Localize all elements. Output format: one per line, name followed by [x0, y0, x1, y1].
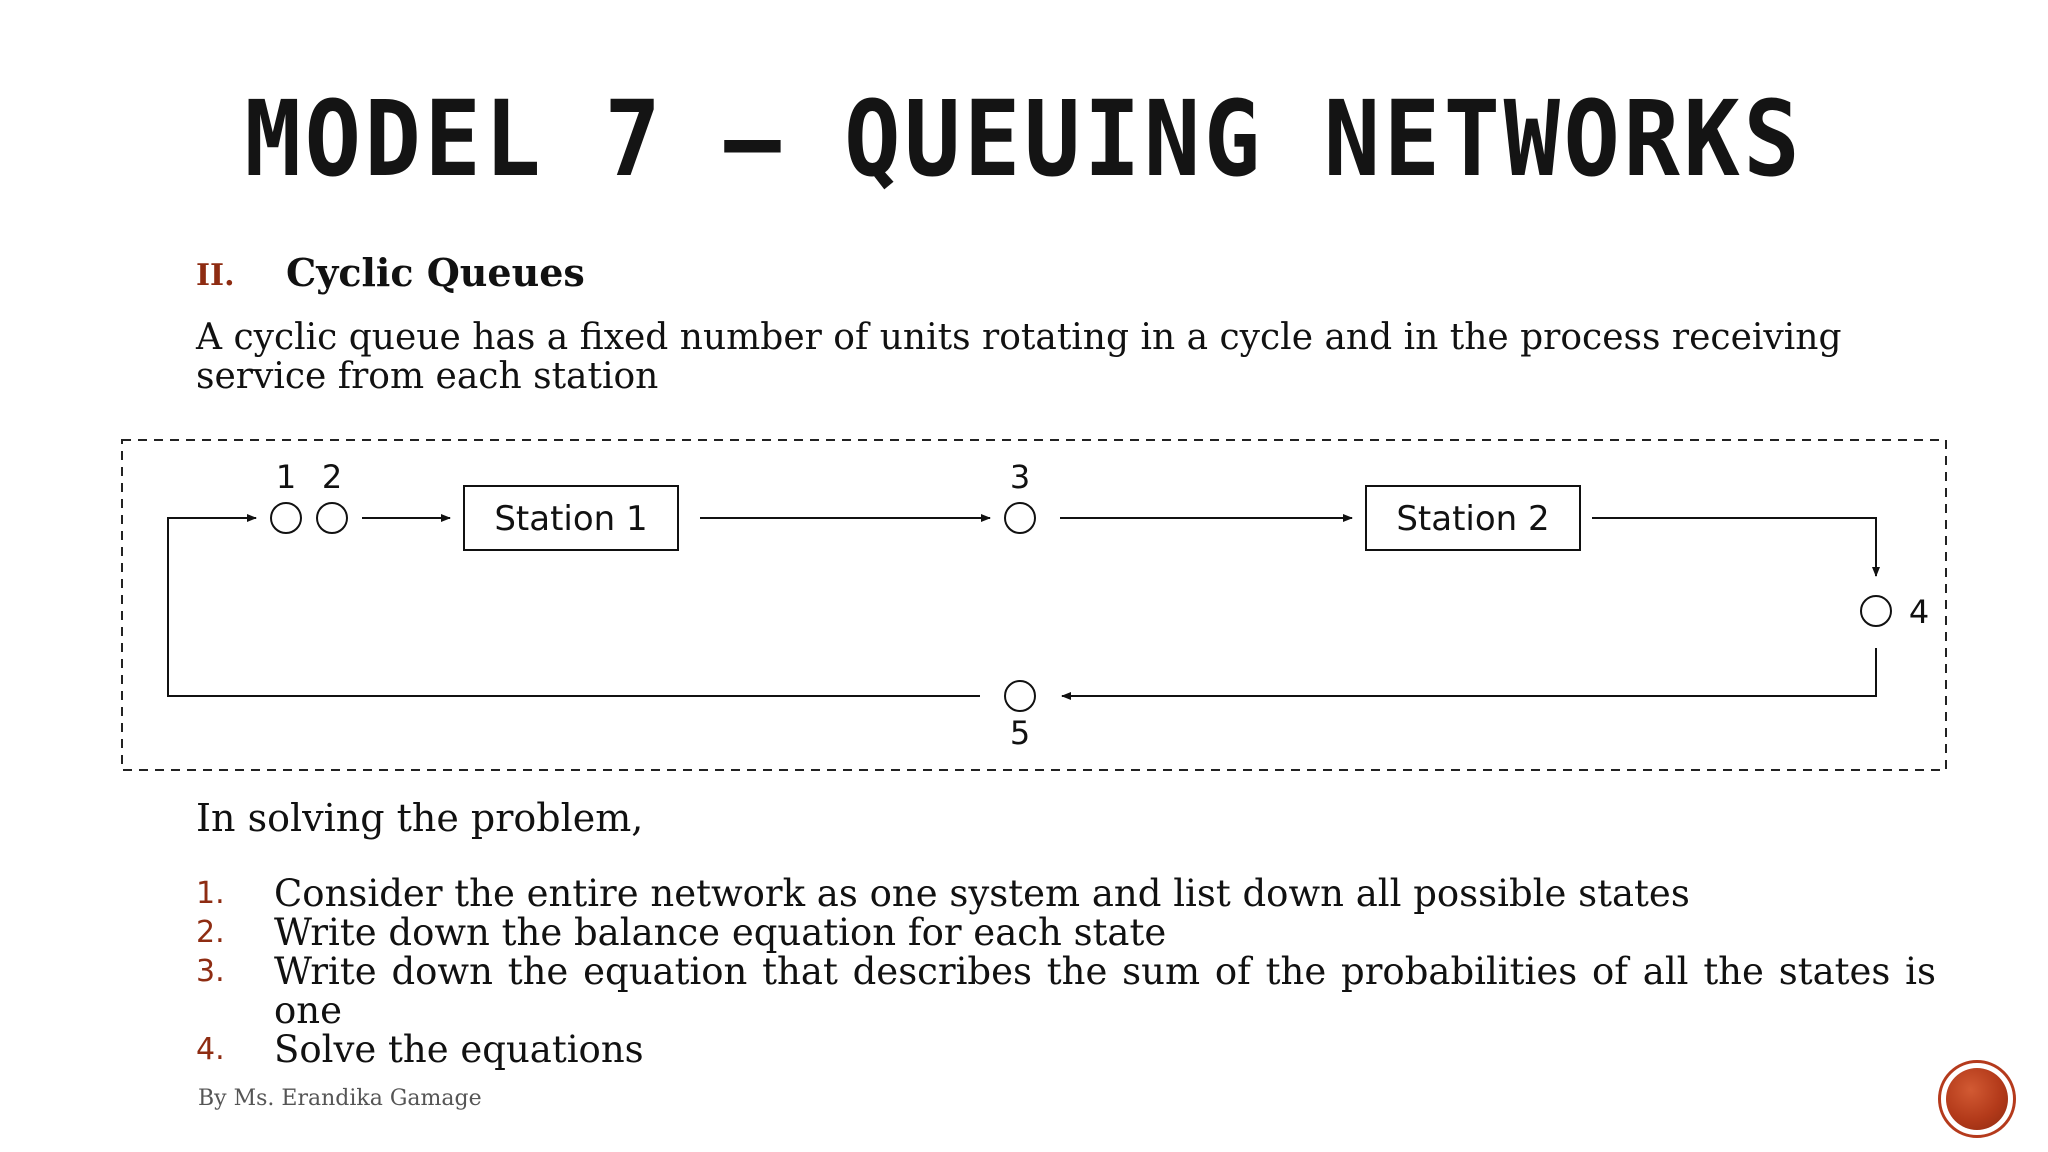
diagram-svg [120, 438, 1948, 772]
slide-badge-icon [1938, 1060, 2016, 1138]
diagram-dashed-border [122, 440, 1946, 770]
cyclic-queue-diagram [120, 438, 1948, 772]
step-number: 3. [196, 954, 225, 989]
arrow-to-node-4 [1592, 518, 1876, 576]
badge-inner-circle [1946, 1068, 2008, 1130]
step-text: Consider the entire network as one system and list down all possible states [274, 872, 1690, 915]
list-item [196, 1030, 1936, 1069]
station-1-label: Station 1 [494, 499, 648, 539]
slide-title: MODEL 7 – QUEUING NETWORKS [244, 78, 1804, 200]
node-label-5: 5 [1009, 714, 1031, 752]
arrow-to-node-5 [1062, 648, 1876, 696]
node-label-1: 1 [275, 458, 297, 496]
step-number: 1. [196, 876, 225, 911]
intro-paragraph: A cyclic queue has a fixed number of units rotating in a cycle and in the process receiving service from each station [196, 317, 1842, 397]
solving-intro: In solving the problem, [196, 796, 644, 840]
node-label-4: 4 [1908, 593, 1930, 631]
queue-node-1 [271, 503, 301, 533]
step-text: Solve the equations [274, 1028, 644, 1071]
queue-node-3 [1005, 503, 1035, 533]
author-footer: By Ms. Erandika Gamage [198, 1086, 482, 1111]
step-number: 2. [196, 915, 225, 950]
queue-node-4 [1861, 596, 1891, 626]
section-title: Cyclic Queues [286, 250, 585, 295]
step-text: Write down the equation that describes the sum of the probabilities of all the states is one [274, 950, 1936, 1032]
section-number: II. [196, 258, 235, 293]
node-label-2: 2 [321, 458, 343, 496]
steps-list [196, 874, 1936, 1069]
step-text: Write down the balance equation for each state [274, 911, 1167, 954]
queue-node-5 [1005, 681, 1035, 711]
list-item [196, 874, 1936, 913]
list-item [196, 952, 1936, 1030]
list-item [196, 913, 1936, 952]
queue-node-2 [317, 503, 347, 533]
station-2-label: Station 2 [1396, 499, 1550, 539]
step-number: 4. [196, 1032, 225, 1067]
node-label-3: 3 [1009, 458, 1031, 496]
